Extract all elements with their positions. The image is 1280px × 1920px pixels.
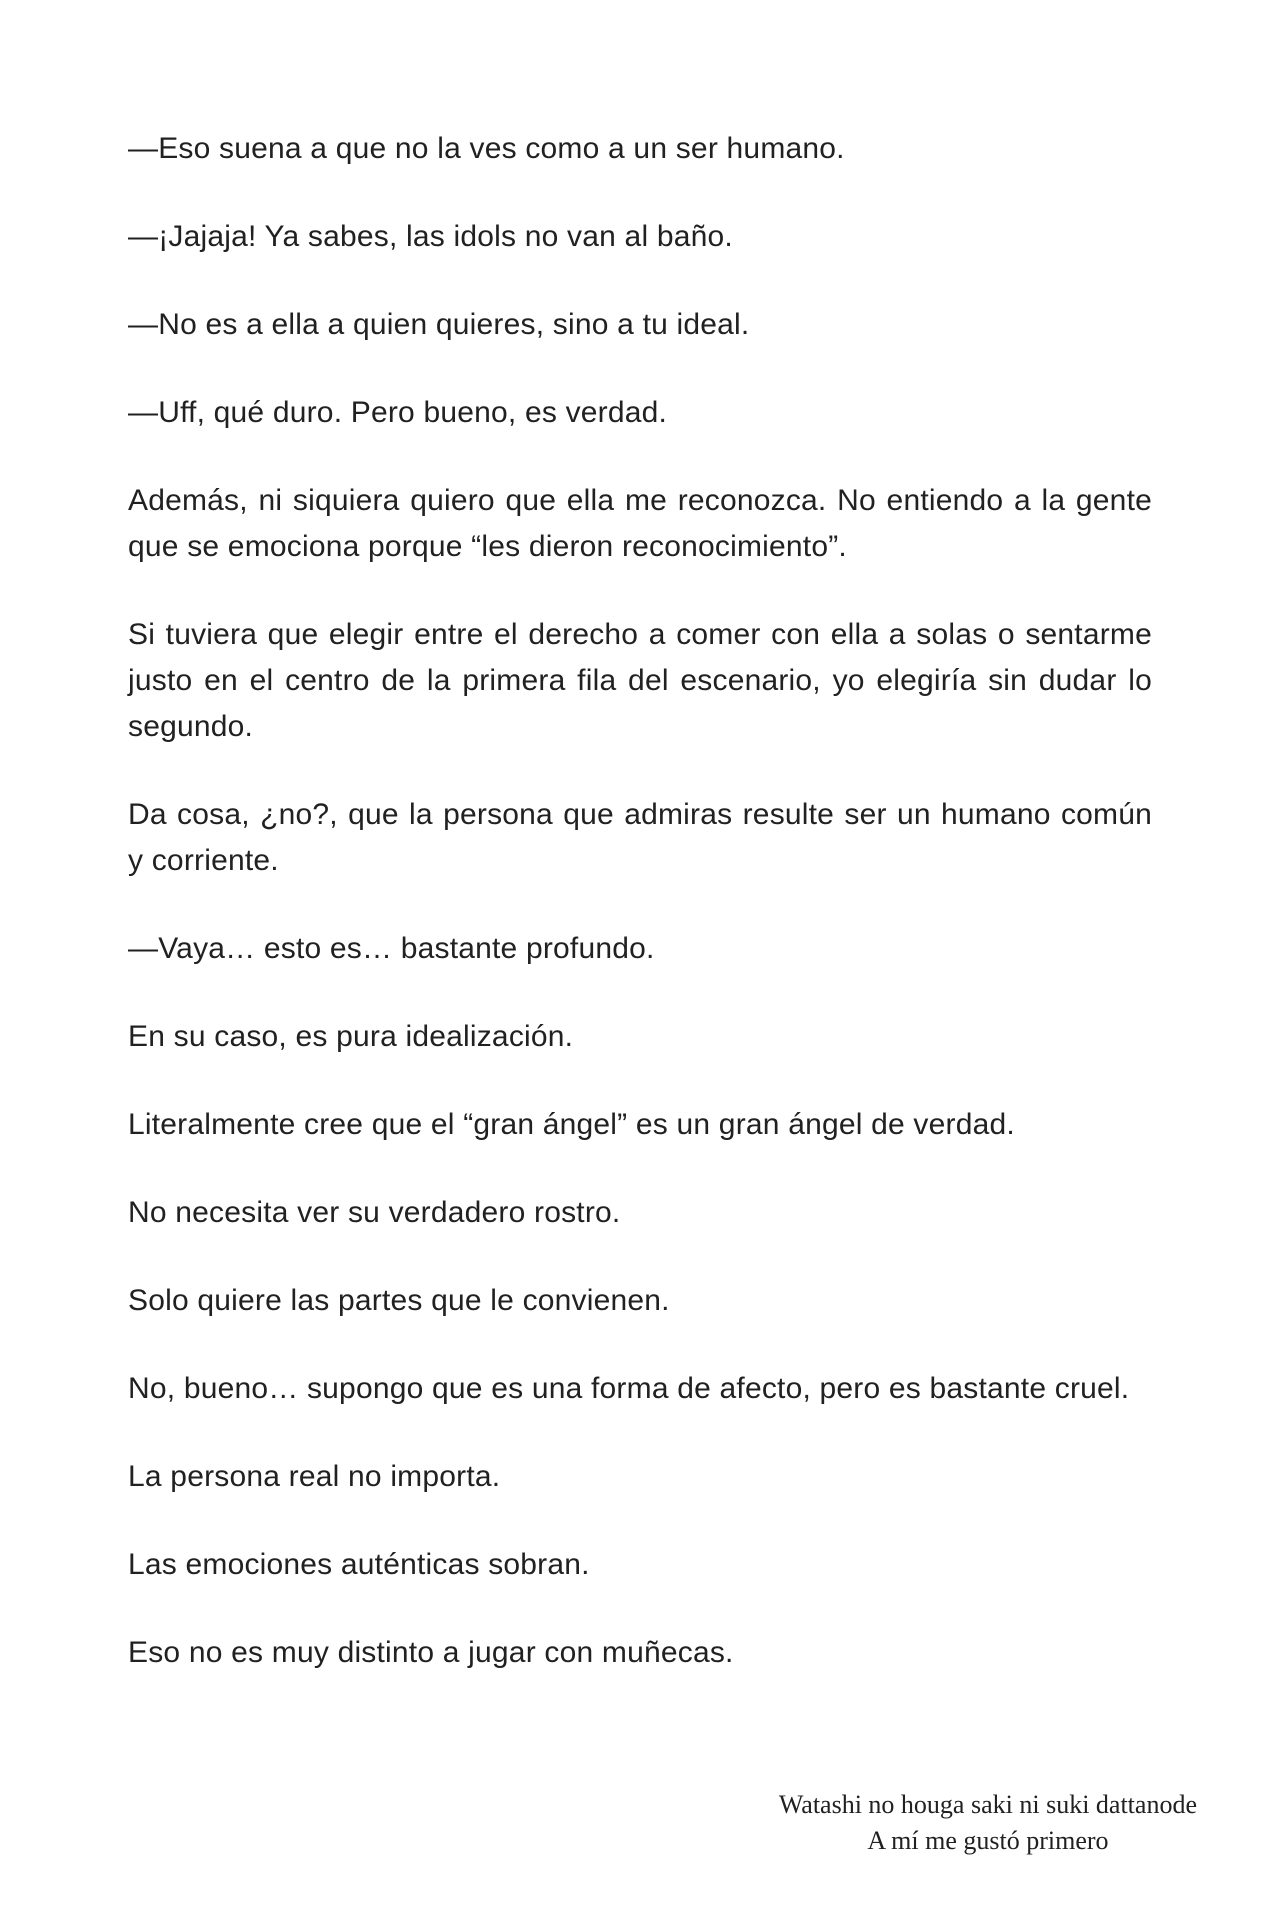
- paragraph: —¡Jajaja! Ya sabes, las idols no van al baño.: [128, 220, 733, 253]
- paragraph: Las emociones auténticas sobran.: [128, 1548, 590, 1581]
- paragraph: —No es a ella a quien quieres, sino a tu ideal.: [128, 308, 750, 341]
- paragraph: No, bueno… supongo que es una forma de afecto, pero es bastante cruel.: [128, 1372, 1130, 1405]
- paragraph: Además, ni siquiera quiero que ella me reconozca. No entiendo a la gente que se emociona porque “les dieron reconocimiento”.: [128, 484, 1152, 563]
- paragraph: —Eso suena a que no la ves como a un ser humano.: [128, 132, 845, 165]
- paragraph: —Vaya… esto es… bastante profundo.: [128, 932, 655, 965]
- paragraph: No necesita ver su verdadero rostro.: [128, 1196, 621, 1229]
- paragraph: En su caso, es pura idealización.: [128, 1020, 574, 1053]
- paragraph: Da cosa, ¿no?, que la persona que admiras resulte ser un humano común y corriente.: [128, 798, 1152, 877]
- paragraph: Eso no es muy distinto a jugar con muñecas.: [128, 1636, 734, 1669]
- paragraph: Si tuviera que elegir entre el derecho a comer con ella a solas o sentarme justo en el centro de la primera fila del escenario, yo elegiría sin dudar lo segundo.: [128, 618, 1152, 743]
- paragraph: Solo quiere las partes que le convienen.: [128, 1284, 670, 1317]
- source-title-credit: [779, 1787, 1197, 1859]
- paragraph: La persona real no importa.: [128, 1460, 501, 1493]
- paragraph: —Uff, qué duro. Pero bueno, es verdad.: [128, 396, 668, 429]
- paragraph: Literalmente cree que el “gran ángel” es un gran ángel de verdad.: [128, 1108, 1015, 1141]
- romaji-title: Watashi no houga saki ni suki dattanode: [778, 1790, 1197, 1819]
- translated-title: A mí me gustó primero: [867, 1826, 1109, 1855]
